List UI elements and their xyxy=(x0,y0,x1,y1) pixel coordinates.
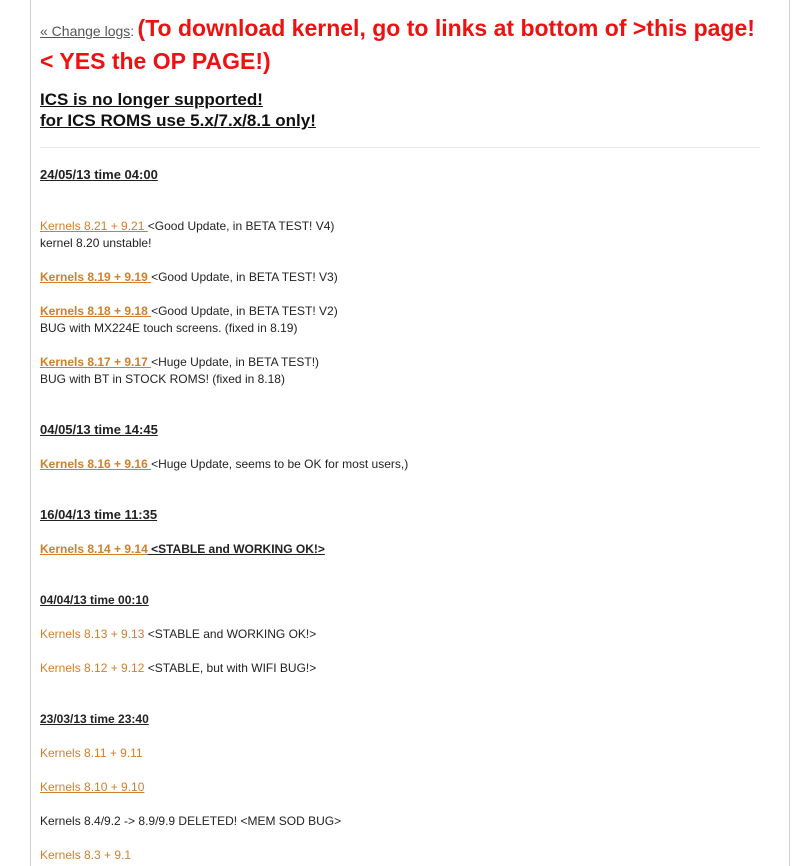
ics-notice-line2: for ICS ROMS use 5.x/7.x/8.1 only! xyxy=(40,111,316,130)
kernel-link[interactable]: Kernels 8.18 + 9.18 xyxy=(40,304,152,318)
entry-desc: <STABLE and WORKING OK!> xyxy=(144,627,317,641)
section-date: 16/04/13 time 11:35 xyxy=(40,507,158,522)
changelog-entry xyxy=(40,847,131,864)
section-date: 24/05/13 time 04:00 xyxy=(40,167,158,182)
changelog-entry xyxy=(40,660,316,677)
kernel-link[interactable]: Kernels 8.21 + 9.21 xyxy=(40,219,148,233)
changelog-entry xyxy=(40,303,338,337)
entry-desc: <Good Update, in BETA TEST! V4) xyxy=(147,219,335,233)
kernel-link[interactable]: Kernels 8.19 + 9.19 xyxy=(40,270,152,284)
section-date: 04/05/13 time 14:45 xyxy=(40,422,158,437)
header-colon: : xyxy=(130,23,135,39)
entry-desc: <Huge Update, seems to be OK for most users,) xyxy=(151,457,409,471)
kernel-label: Kernels 8.11 + 9.11 xyxy=(40,746,143,760)
kernel-link[interactable]: Kernels 8.14 + 9.14 xyxy=(40,542,148,556)
entry-desc: <STABLE and WORKING OK!> xyxy=(147,542,325,556)
changelog-entry xyxy=(40,541,325,558)
changelog-entry xyxy=(40,456,408,473)
entry-desc: <STABLE, but with WIFI BUG!> xyxy=(144,661,317,675)
kernel-link[interactable]: Kernels 8.17 + 9.17 xyxy=(40,355,152,369)
entry-note: kernel 8.20 unstable! xyxy=(40,236,152,250)
changelog-entry xyxy=(40,813,341,830)
entry-note: BUG with MX224E touch screens. (fixed in 8.19) xyxy=(40,321,298,335)
divider xyxy=(40,147,760,148)
changelog-entry xyxy=(40,269,338,286)
download-note: (To download kernel, go to links at bottom of >this page!< YES the OP PAGE!) xyxy=(40,15,755,74)
ics-notice xyxy=(40,89,316,131)
entry-desc: <Good Update, in BETA TEST! V3) xyxy=(151,270,338,284)
entry-desc: <Good Update, in BETA TEST! V2) xyxy=(151,304,338,318)
header-line xyxy=(40,14,760,80)
kernel-label: Kernels 8.13 + 9.13 xyxy=(40,627,145,641)
entry-desc: <Huge Update, in BETA TEST!) xyxy=(151,355,320,369)
changelog-entry xyxy=(40,354,319,388)
change-logs-link[interactable]: « Change logs xyxy=(40,23,131,39)
kernel-label: Kernels 8.12 + 9.12 xyxy=(40,661,145,675)
changelog-entry xyxy=(40,745,143,762)
kernel-link[interactable]: Kernels 8.16 + 9.16 xyxy=(40,457,152,471)
ics-notice-line1: ICS is no longer supported! xyxy=(40,90,263,109)
entry-note: BUG with BT in STOCK ROMS! (fixed in 8.18) xyxy=(40,372,285,386)
kernel-link[interactable]: Kernels 8.10 + 9.10 xyxy=(40,780,145,794)
section-date: 04/04/13 time 00:10 xyxy=(40,593,149,607)
changelog-entry xyxy=(40,218,334,252)
changelog-entry xyxy=(40,626,316,643)
changelog-entry xyxy=(40,779,144,796)
entry-text: Kernels 8.4/9.2 -> 8.9/9.9 DELETED! <MEM SOD BUG> xyxy=(40,814,342,828)
section-date: 23/03/13 time 23:40 xyxy=(40,712,149,726)
kernel-label: Kernels 8.3 + 9.1 xyxy=(40,848,132,862)
